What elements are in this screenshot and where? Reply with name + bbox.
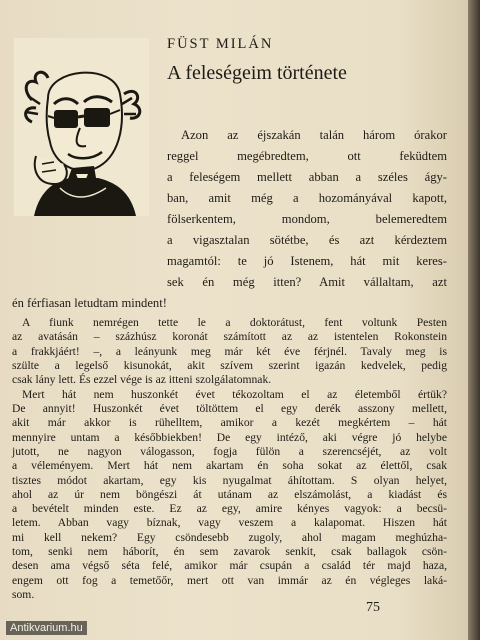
portrait-signature: Rev. xyxy=(118,202,132,211)
text-line: desen ama végső séta felé, amikor már csupán a család tér majd haza, xyxy=(12,559,447,573)
text-line: a feleségem mellett abban a széles ágy- xyxy=(167,170,447,184)
text-line: tom, senki nem háborít, én sem zavarok senkit, csak ballagok csön- xyxy=(12,545,447,559)
text-line: fölserkentem, mondom, belemeredtem xyxy=(167,212,447,226)
text-line: a vigasztalan sötétbe, és azt kérdeztem xyxy=(167,233,447,247)
caricature-drawing xyxy=(14,38,149,216)
text-line: reggel megébredtem, ott feküdtem xyxy=(167,149,447,163)
text-line: Mert hát nem huszonkét évet tékozoltam el az életemből értük? xyxy=(22,387,447,401)
chapter-title: A feleségeim története xyxy=(167,62,347,84)
text-line: akit már akkor is rühelltem, amikor a kezét megkértem – hát xyxy=(12,416,447,430)
text-line: sek én még itten? Amit vállaltam, azt xyxy=(167,275,447,289)
text-line: az avatásán – százhúsz koronát számított az az istentelen Rokonstein xyxy=(12,330,447,344)
text-line: ban, amit még a hozományával kapott, xyxy=(167,191,447,205)
text-line: én férfiasan letudtam mindent! xyxy=(12,296,167,310)
text-line: som. xyxy=(12,588,35,601)
text-line: szülte a legelső kisunokát, akit szívem szerint igazán kedvelek, pedig xyxy=(12,358,447,372)
watermark: Antikvarium.hu xyxy=(6,621,87,635)
text-line: ahol az úr nem böngészi át utánam az elszámolást, a kiadást és xyxy=(12,487,447,501)
page-number: 75 xyxy=(366,600,380,615)
text-line: mennyire untam a későbbiekben! De egy intéző, aki végre jó helybe xyxy=(12,430,447,444)
text-line: De annyit! Huszonkét évet töltöttem el egy derék asszony mellett, xyxy=(12,401,447,415)
author-caricature-portrait xyxy=(14,38,149,216)
text-line: letem. Abban vagy bíznak, vagy veszem a kalapomat. Hiszen hát xyxy=(12,516,447,530)
text-line: csak lány lett. És ezzel vége is az itteni szolgálatomnak. xyxy=(12,373,272,387)
text-line: magamtól: te jó Istenem, hát mit keres- xyxy=(167,254,447,268)
text-line: tisztes módot akartam, egy kis nyugalmat áhítottam. S olyan helyet, xyxy=(12,473,447,487)
text-line: A fiunk nemrégen tette le a doktorátust, fent voltunk Pesten xyxy=(22,316,447,329)
text-line: Azon az éjszakán talán három órakor xyxy=(181,128,447,142)
text-line: a véleményem. Mert hát nem akartam én soha sokat az élettől, csak xyxy=(12,459,447,473)
author-name: FÜST MILÁN xyxy=(167,36,274,52)
text-line: jutott, ne nagyon válogasson, fogja fülön a szerencséjét, az volt xyxy=(12,444,447,458)
text-line: a frakkjáért! –, a leányunk meg már két éve férjnél. Tavaly meg is xyxy=(12,344,447,358)
text-line: a bevételt minden este. Ez az egy, amire kényes vagyok: a becsü- xyxy=(12,502,447,516)
page-edge-shadow xyxy=(468,0,480,640)
text-line: mi kell nekem? Egy csöndesebb zugoly, ahol magam meghúzha- xyxy=(12,530,447,544)
text-line: engem ott fog a temetőőr, mert ott van immár az én végleges laká- xyxy=(12,573,447,587)
